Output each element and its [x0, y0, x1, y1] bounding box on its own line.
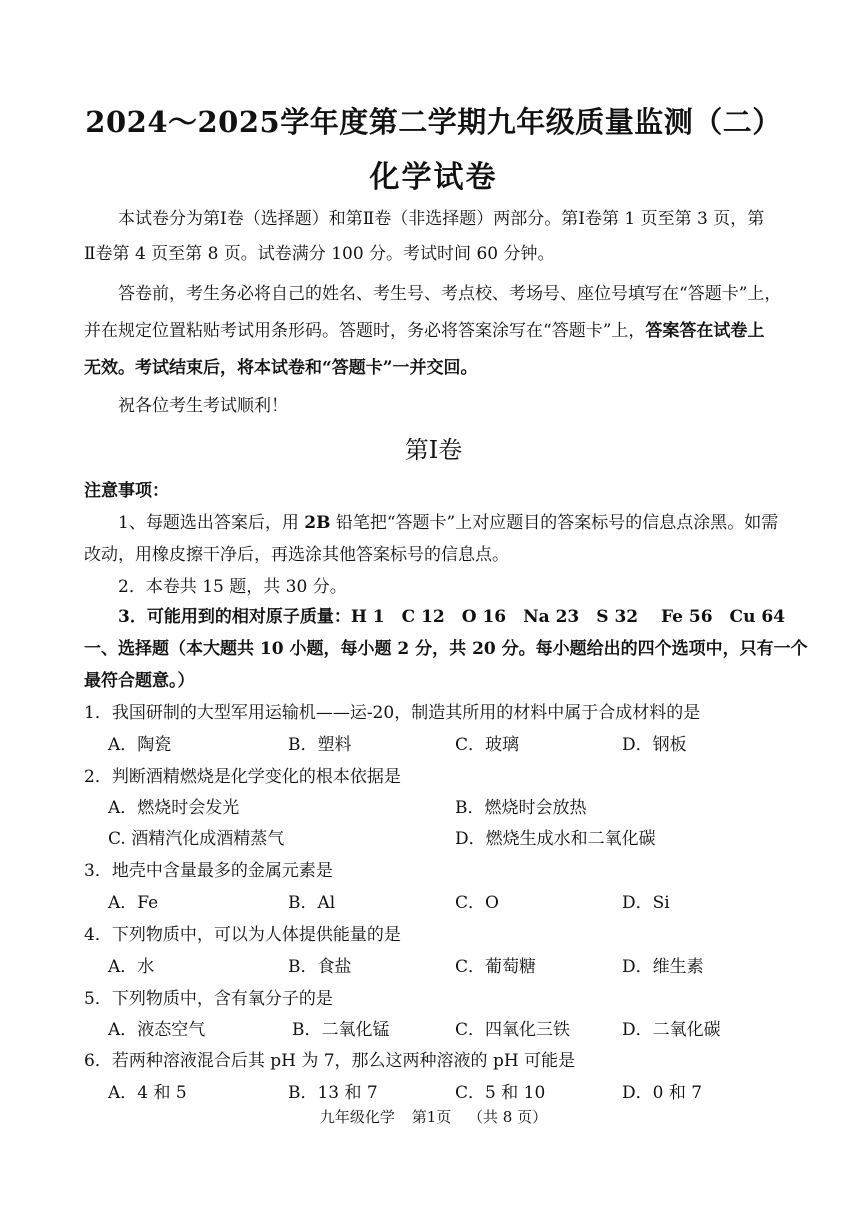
question-2-option-d[interactable]: D．燃烧生成水和二氧化碳 — [455, 829, 656, 849]
question-4-stem: 4．下列物质中，可以为人体提供能量的是 — [84, 925, 401, 945]
question-6-stem: 6．若两种溶液混合后其 pH 为 7，那么这两种溶液的 pH 可能是 — [84, 1051, 576, 1071]
footer-total-pages: （共 8 页） — [468, 1108, 548, 1126]
notes-title: 注意事项： — [84, 481, 169, 501]
note-1-line-2: 改动，用橡皮擦干净后，再选涂其他答案标号的信息点。 — [84, 545, 509, 565]
intro-line-4-bold: 答案答在试卷上 — [645, 321, 765, 341]
intro-line-4-text: 并在规定位置粘贴考试用条形码。答题时，务必将答案涂写在“答题卡”上， — [84, 321, 646, 341]
question-1-stem: 1．我国研制的大型军用运输机——运-20，制造其所用的材料中属于合成材料的是 — [84, 703, 701, 723]
question-5-stem: 5．下列物质中，含有氧分子的是 — [84, 989, 333, 1009]
question-2-option-b[interactable]: B．燃烧时会放热 — [455, 798, 587, 818]
intro-line-4 — [84, 320, 784, 342]
section-title: 第Ⅰ卷 — [404, 436, 463, 464]
note-1-part-b: 铅笔把“答题卡”上对应题目的答案标号的信息点涂黑。如需 — [330, 513, 779, 533]
part1-header-line-2: 最符合题意。） — [84, 671, 195, 691]
question-5-option-d[interactable]: D．二氧化碳 — [622, 1020, 721, 1040]
exam-title: 2024～2025学年度第二学期九年级质量监测（二） — [85, 105, 782, 139]
question-2-option-a[interactable]: A．燃烧时会发光 — [108, 798, 240, 818]
intro-wish: 祝各位考生考试顺利！ — [118, 396, 288, 416]
question-1-option-c[interactable]: C．玻璃 — [455, 735, 520, 755]
question-5-option-b[interactable]: B．二氧化锰 — [292, 1020, 390, 1040]
intro-line-5-text: 无效。考试结束后，将本试卷和“答题卡”一并交回。 — [84, 358, 478, 378]
note-2: 2．本卷共 15 题，共 30 分。 — [118, 577, 347, 597]
question-4-option-d[interactable]: D．维生素 — [622, 957, 704, 977]
note-3: 3．可能用到的相对原子质量：H 1 C 12 O 16 Na 23 S 32 Fe 56 Cu 64 — [118, 607, 786, 627]
question-2-stem: 2．判断酒精燃烧是化学变化的根本依据是 — [84, 767, 401, 787]
question-5-option-c[interactable]: C．四氧化三铁 — [455, 1020, 571, 1040]
note-1-line-1 — [118, 512, 818, 534]
question-6-option-a[interactable]: A．4 和 5 — [108, 1083, 187, 1103]
question-4-option-c[interactable]: C．葡萄糖 — [455, 957, 537, 977]
question-1-option-b[interactable]: B．塑料 — [288, 735, 352, 755]
question-4-option-a[interactable]: A．水 — [108, 957, 155, 977]
note-1-part-a: 1、每题选出答案后，用 — [118, 513, 305, 533]
question-4-option-b[interactable]: B．食盐 — [288, 957, 352, 977]
question-3-option-a[interactable]: A．Fe — [108, 893, 159, 913]
question-5-option-a[interactable]: A．液态空气 — [108, 1020, 206, 1040]
question-3-option-b[interactable]: B．Al — [288, 893, 336, 913]
footer-page-number: 第1页 — [411, 1108, 452, 1126]
page-footer — [0, 1106, 867, 1127]
question-6-option-d[interactable]: D．0 和 7 — [622, 1083, 703, 1103]
question-2-option-c[interactable]: C. 酒精汽化成酒精蒸气 — [108, 829, 285, 849]
intro-line-5 — [84, 357, 784, 379]
question-1-option-d[interactable]: D．钢板 — [622, 735, 687, 755]
intro-line-3: 答卷前，考生务必将自己的姓名、考生号、考点校、考场号、座位号填写在“答题卡”上， — [118, 284, 782, 304]
question-6-option-b[interactable]: B．13 和 7 — [288, 1083, 378, 1103]
footer-subject: 九年级化学 — [319, 1108, 395, 1126]
question-3-option-d[interactable]: D．Si — [622, 893, 670, 913]
question-6-option-c[interactable]: C．5 和 10 — [455, 1083, 546, 1103]
intro-line-2: Ⅱ卷第 4 页至第 8 页。试卷满分 100 分。考试时间 60 分钟。 — [84, 244, 555, 264]
note-1-pencil: 2B — [304, 513, 331, 533]
exam-subject-title: 化学试卷 — [369, 160, 498, 195]
question-3-stem: 3．地壳中含量最多的金属元素是 — [84, 861, 333, 881]
question-3-option-c[interactable]: C．O — [455, 893, 499, 913]
part1-header-line-1: 一、选择题（本大题共 10 小题，每小题 2 分，共 20 分。每小题给出的四个选项中，只有一个 — [84, 639, 808, 659]
intro-line-1: 本试卷分为第Ⅰ卷（选择题）和第Ⅱ卷（非选择题）两部分。第Ⅰ卷第 1 页至第 3 页，第 — [118, 209, 765, 229]
question-1-option-a[interactable]: A．陶瓷 — [108, 735, 172, 755]
